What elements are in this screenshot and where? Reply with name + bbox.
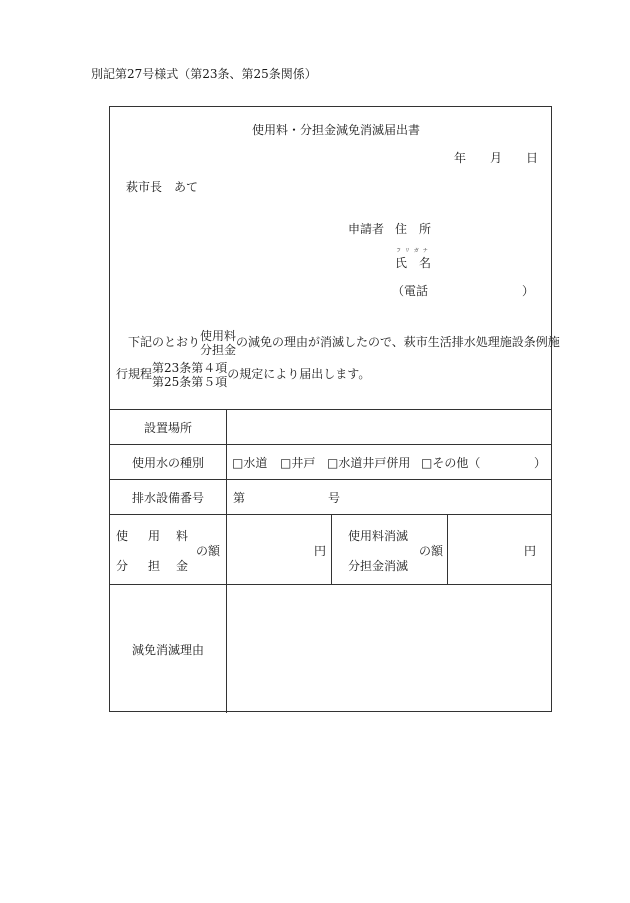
- fee-label-top-2: 用: [148, 529, 161, 543]
- article-stack: [152, 361, 227, 389]
- facility-number-prefix: 第: [233, 491, 246, 505]
- addressee: 萩市長 あて: [126, 180, 199, 194]
- body-line-2: [116, 359, 370, 389]
- phone-close: ）: [522, 284, 535, 298]
- label-column-rule: [226, 409, 227, 713]
- water-other-close: ）: [534, 456, 547, 470]
- phone-open: （電話: [392, 284, 429, 298]
- form-title: 使用料・分担金減免消滅届出書: [252, 123, 421, 137]
- body-line2-pre: 行規程: [116, 367, 153, 381]
- address-label: 住 所: [395, 222, 432, 236]
- form-reference: 別記第27号様式（第23条、第25条関係）: [91, 67, 317, 81]
- water-type-label: 使用水の種別: [131, 456, 204, 470]
- reason-field[interactable]: [230, 587, 548, 709]
- fee-label-top-1: 使: [116, 529, 129, 543]
- extinct-label-suffix: の額: [419, 544, 444, 558]
- extinct-fee-label: 使用料消滅: [348, 529, 409, 543]
- amount-mid-rule-1: [331, 514, 332, 584]
- fee-label-bottom-3: 金: [176, 559, 189, 573]
- body-line1-post: の減免の理由が消滅したので、萩市生活排水処理施設条例施: [236, 335, 560, 349]
- water-option-well[interactable]: □井戸: [280, 456, 316, 470]
- row-rule-4: [110, 584, 551, 585]
- name-label: 氏 名: [395, 256, 432, 270]
- form-frame: [109, 106, 560, 712]
- location-label: 設置場所: [143, 421, 192, 435]
- facility-number-suffix: 号: [328, 491, 341, 505]
- body-line1-pre: 下記のとおり: [128, 335, 201, 349]
- fee-type-stack: [200, 329, 236, 357]
- body-line2-post: の規定により届出します。: [227, 367, 371, 381]
- date-year: 年: [454, 151, 467, 165]
- fee-type-2: 分担金: [200, 342, 237, 357]
- fee-type-1: 使用料: [200, 328, 237, 343]
- water-option-both[interactable]: □水道井戸併用: [327, 456, 411, 470]
- location-field[interactable]: [230, 412, 548, 442]
- extinct-yen: 円: [524, 544, 537, 558]
- applicant-label: 申請者: [348, 222, 385, 236]
- article-2: 第25条第５項: [152, 374, 228, 389]
- table-top-rule: [110, 409, 551, 410]
- fee-label-bottom-2: 担: [148, 559, 161, 573]
- reason-label: 減免消滅理由: [131, 643, 204, 657]
- water-option-tap[interactable]: □水道: [232, 456, 268, 470]
- fee-yen: 円: [314, 544, 327, 558]
- amount-mid-rule-2: [447, 514, 448, 584]
- extinct-share-label: 分担金消滅: [348, 559, 409, 573]
- row-rule-1: [110, 444, 551, 445]
- water-option-other[interactable]: □その他（: [421, 456, 481, 470]
- date-day: 日: [526, 151, 539, 165]
- fee-label-top-3: 料: [176, 529, 189, 543]
- facility-number-label: 排水設備番号: [131, 491, 204, 505]
- row-rule-2: [110, 479, 551, 480]
- fee-label-suffix: の額: [196, 544, 221, 558]
- fee-label-bottom-1: 分: [116, 559, 129, 573]
- date-month: 月: [490, 151, 503, 165]
- article-1: 第23条第４項: [152, 360, 228, 375]
- body-line-1: [128, 327, 560, 357]
- name-furigana: フリガナ: [396, 248, 432, 254]
